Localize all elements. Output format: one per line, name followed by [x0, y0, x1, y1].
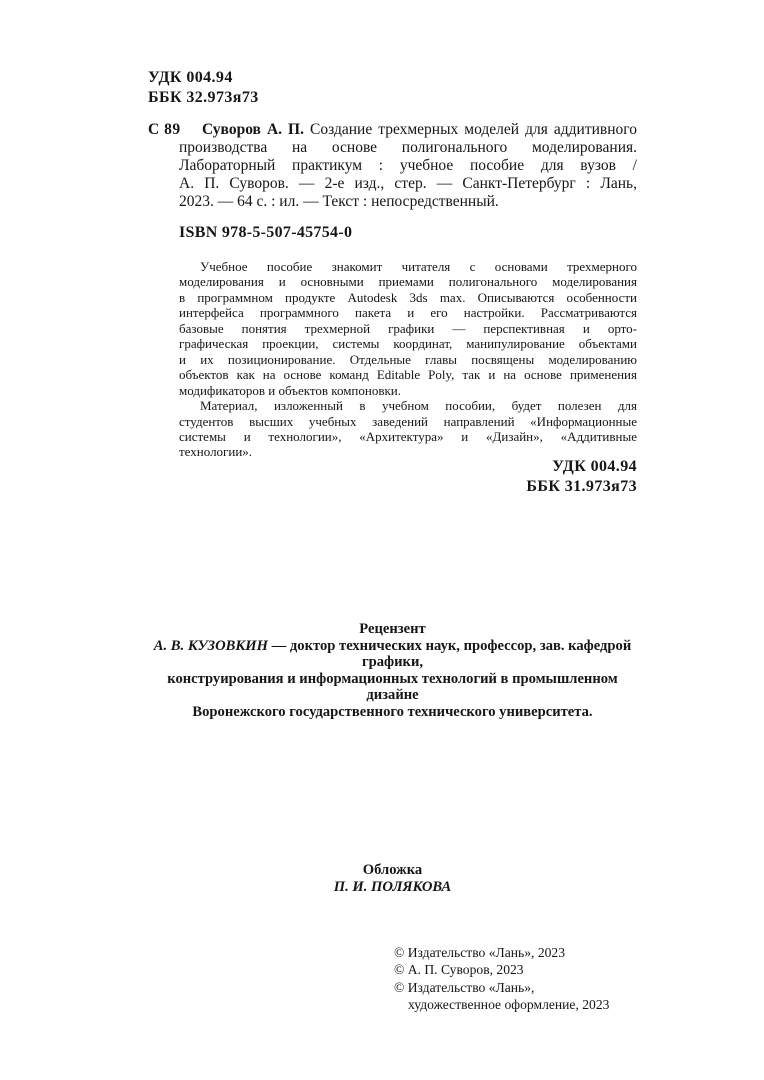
text-line: © Издательство «Лань»,	[394, 979, 535, 995]
bib-author-name: Суворов А. П.	[202, 121, 304, 138]
text-line: базовые понятия трехмерной графики — перспективная и орто-	[179, 320, 637, 336]
reviewer-heading: Рецензент	[359, 621, 426, 637]
text-line: моделирования и основными приемами полигонального моделирования	[179, 274, 637, 290]
text-line: и их позиционирование. Отдельные главы посвящены моделированию	[179, 351, 637, 367]
text-line: 2023. — 64 с. : ил. — Текст : непосредственный.	[179, 192, 499, 210]
reviewer-block	[148, 621, 637, 721]
reviewer-name-line	[148, 638, 637, 671]
text-line: производства на основе полигонального моделирования.	[179, 138, 637, 156]
text-line: © А. П. Суворов, 2023	[394, 962, 524, 978]
text-line: модификаторов и объектов компоновки.	[179, 382, 401, 398]
text-line: в программном продукте Autodesk 3ds max. Описываются особенности	[179, 289, 637, 305]
text-line: технологии».	[179, 444, 253, 460]
text-line: Материал, изложенный в учебном пособии, будет полезен для	[200, 398, 637, 414]
text-line: художественное оформление, 2023	[408, 996, 610, 1012]
text-line: Учебное пособие знакомит читателя с основами трехмерного	[200, 259, 637, 274]
cover-heading: Обложка	[362, 862, 423, 878]
cover-designer-name: П. И. ПОЛЯКОВА	[333, 878, 452, 895]
annotation-paragraph-1	[179, 259, 637, 398]
bibliographic-first-line	[148, 121, 637, 139]
bibliographic-continuation-lines	[179, 139, 637, 211]
bbk-code-top: ББК 32.973я73	[148, 88, 259, 106]
text-line: А. П. Суворов. — 2-е изд., стер. — Санкт-Петербург : Лань,	[179, 174, 637, 192]
cover-credit-block	[148, 862, 637, 895]
reviewer-description-lines	[148, 671, 637, 721]
text-line: студентов высших учебных заведений направлений «Информационные	[179, 413, 637, 429]
bbk-code-bottom: ББК 31.973я73	[526, 477, 637, 495]
text-line: графическая проекции, системы координат, манипулирование объектами	[179, 336, 637, 352]
bibliographic-entry	[148, 121, 637, 211]
annotation-block	[179, 259, 637, 460]
copyright-block	[394, 944, 609, 1013]
text-line: конструирования и информационных технологий в промышленном дизайне	[167, 670, 618, 704]
udk-code-top: УДК 004.94	[148, 69, 233, 86]
top-classification-codes	[148, 68, 259, 107]
text-line: системы и технологии», «Архитектура» и «Дизайн», «Аддитивные	[179, 428, 637, 444]
text-line: Лабораторный практикум : учебное пособие для вузов /	[179, 156, 637, 174]
text-line: объектов как на основе команд Editable Poly, так и на основе применения	[179, 367, 637, 383]
annotation-paragraph-2	[179, 398, 637, 460]
reviewer-name: А. В. КУЗОВКИН	[153, 637, 268, 654]
udk-code-bottom: УДК 004.94	[552, 458, 637, 475]
bib-title-text: Создание трехмерных моделей для аддитивного	[304, 121, 637, 138]
isbn-number: ISBN 978-5-507-45754-0	[179, 224, 353, 241]
bottom-classification-codes	[526, 457, 637, 496]
reviewer-title-text: — доктор технических наук, профессор, зав. кафедрой графики,	[271, 637, 632, 671]
text-line: Воронежского государственного технического университета.	[192, 703, 593, 720]
text-line: интерфейса программного пакета и его настройки. Рассматриваются	[179, 305, 637, 321]
author-sign-code: С 89	[148, 121, 181, 138]
text-line: © Издательство «Лань», 2023	[394, 945, 566, 960]
